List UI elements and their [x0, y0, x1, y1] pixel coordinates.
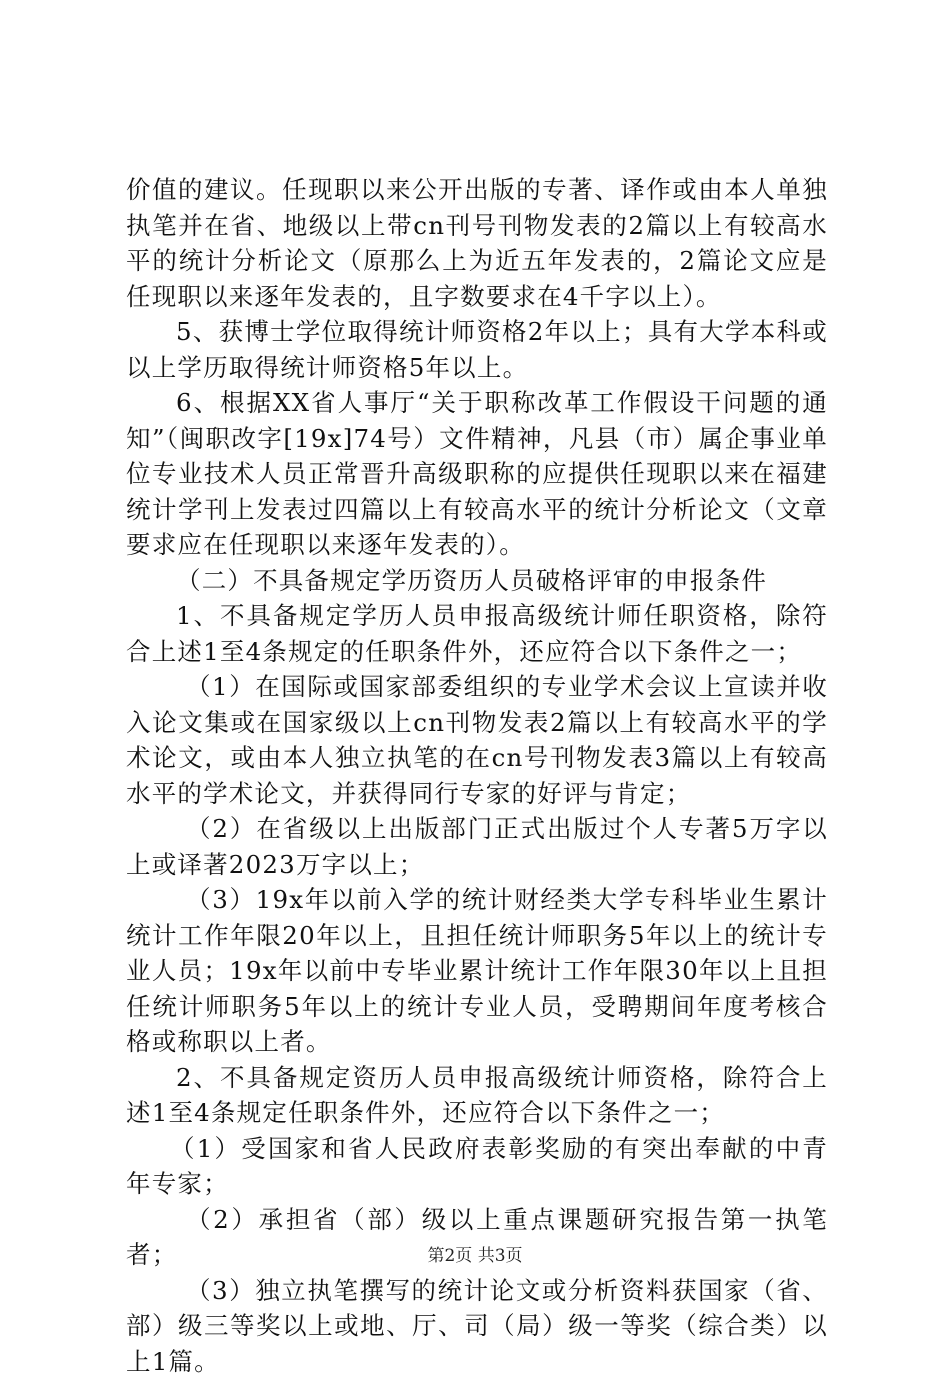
paragraph-item-6: 6、根据XX省人事厅“关于职称改革工作假设干问题的通知”（闽职改字[19x]74号）文件精神，凡县（市）属企事业单位专业技术人员正常晋升高级职称的应提供任现职以来在福建统计学刊上发表过四篇以上有较高水平的统计分析论文（文章要求应在任现职以来逐年发表的）。	[126, 385, 828, 563]
paragraph-sub-1-3: （3）19x年以前入学的统计财经类大学专科毕业生累计统计工作年限20年以上，且担任统计师职务5年以上的统计专业人员；19x年以前中专毕业累计统计工作年限30年以上且担任统计师职务5年以上的统计专业人员，受聘期间年度考核合格或称职以上者。	[126, 882, 828, 1060]
document-body	[126, 172, 828, 1379]
paragraph-item-5: 5、获博士学位取得统计师资格2年以上；具有大学本科或以上学历取得统计师资格5年以上。	[126, 314, 828, 385]
paragraph-sub-1: 1、不具备规定学历人员申报高级统计师任职资格，除符合上述1至4条规定的任职条件外，还应符合以下条件之一；	[126, 598, 828, 669]
paragraph-sub-1-2: （2）在省级以上出版部门正式出版过个人专著5万字以上或译著2023万字以上；	[126, 811, 828, 882]
paragraph-sub-2: 2、不具备规定资历人员申报高级统计师资格，除符合上述1至4条规定任职条件外，还应符合以下条件之一；	[126, 1060, 828, 1131]
paragraph-sub-2-3: （3）独立执笔撰写的统计论文或分析资料获国家（省、部）级三等奖以上或地、厅、司（局）级一等奖（综合类）以上1篇。	[126, 1273, 828, 1379]
paragraph-sub-1-1: （1）在国际或国家部委组织的专业学术会议上宣读并收入论文集或在国家级以上cn刊物发表2篇以上有较高水平的学术论文，或由本人独立执笔的在cn号刊物发表3篇以上有较高水平的学术论文，并获得同行专家的好评与肯定；	[126, 669, 828, 811]
page-number-footer: 第2页 共3页	[0, 1244, 950, 1268]
paragraph-sub-2-1: （1）受国家和省人民政府表彰奖励的有突出奉献的中青年专家；	[126, 1131, 828, 1202]
paragraph-sub-2-2: （2）承担省（部）级以上重点课题研究报告第一执笔者；	[126, 1202, 828, 1273]
section-heading-2: （二）不具备规定学历资历人员破格评审的申报条件	[126, 563, 828, 599]
paragraph-continuation: 价值的建议。任现职以来公开出版的专著、译作或由本人单独执笔并在省、地级以上带cn刊号刊物发表的2篇以上有较高水平的统计分析论文（原那么上为近五年发表的，2篇论文应是任现职以来逐年发表的，且字数要求在4千字以上）。	[126, 172, 828, 314]
